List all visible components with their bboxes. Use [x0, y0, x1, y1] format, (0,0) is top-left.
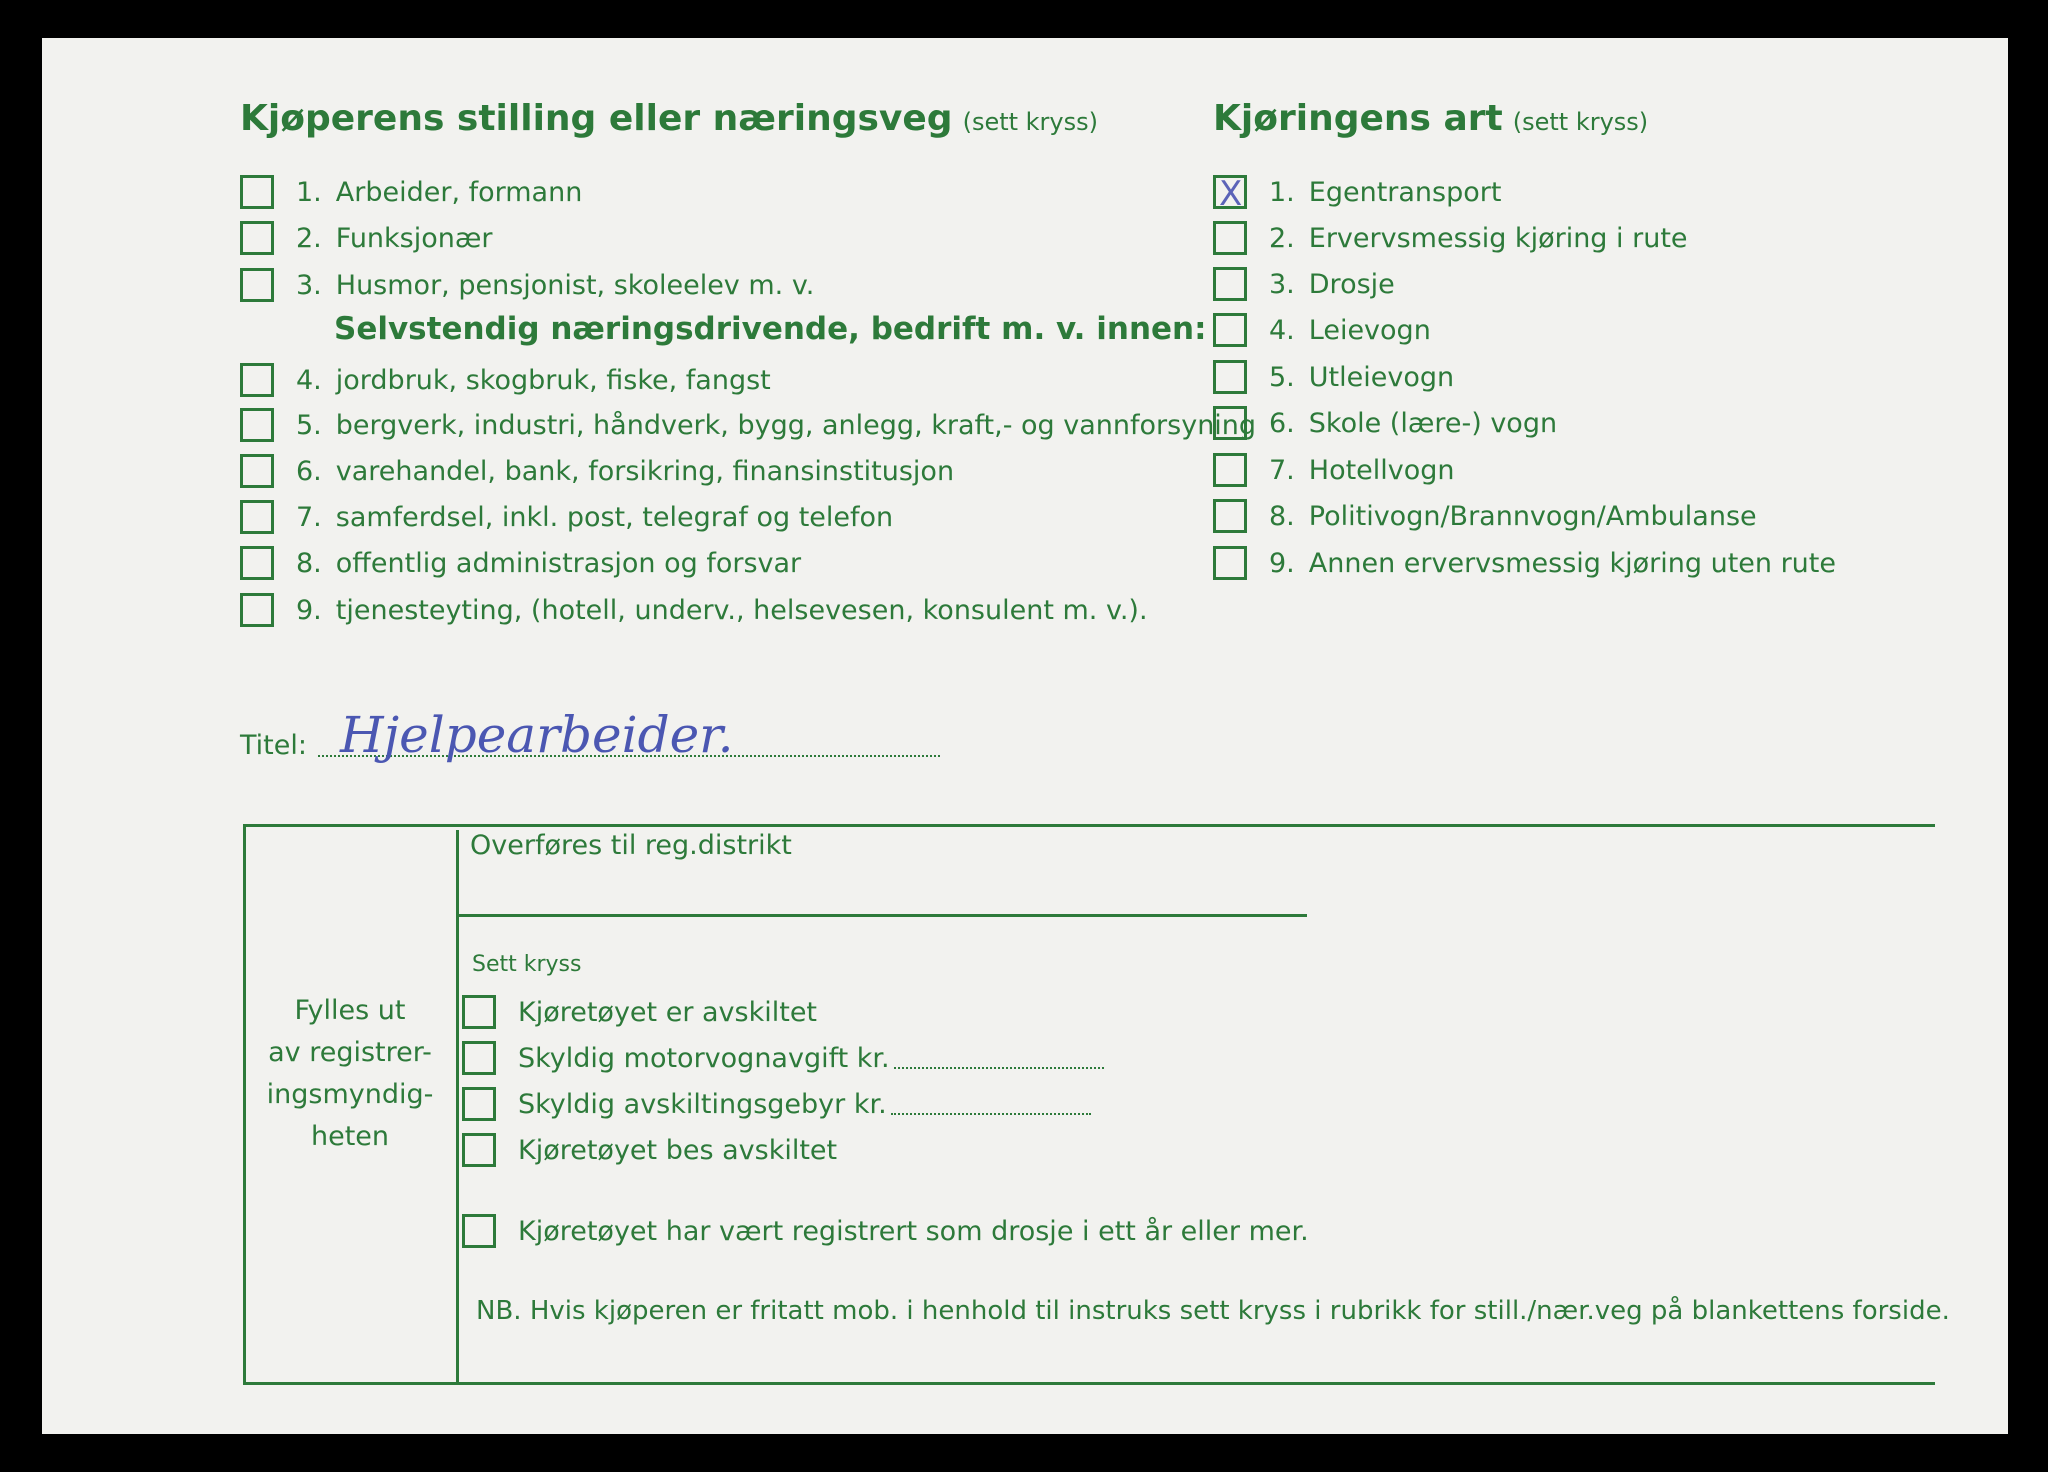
checkbox[interactable] [1213, 313, 1247, 347]
nb-note: NB. Hvis kjøperen er fritatt mob. i henhold til instruks sett kryss i rubrikk for still./nær.veg på blankettens forside. [476, 1296, 1950, 1326]
reg-district-line [459, 914, 1307, 917]
item-label: Husmor, pensjonist, skoleelev m. v. [335, 269, 815, 301]
sett-kryss-label: Sett kryss [472, 952, 582, 977]
item-number: 3. [296, 269, 322, 301]
item-label: Skole (lære-) vogn [1308, 407, 1558, 439]
checkbox[interactable] [1213, 221, 1247, 255]
item-label: Skyldig motorvognavgift kr. [518, 1042, 890, 1074]
item-label: Hotellvogn [1308, 454, 1455, 486]
overfores-label: Overføres til reg.distrikt [470, 830, 792, 861]
checkbox[interactable] [240, 454, 274, 488]
occupation-item-2[interactable] [240, 218, 493, 258]
item-number: 8. [296, 547, 322, 579]
item-number: 4. [1269, 314, 1295, 346]
item-label: varehandel, bank, forsikring, finansinstitusjon [335, 455, 955, 487]
checkbox[interactable] [240, 593, 274, 627]
box-divider-vertical [456, 830, 459, 1382]
box-left-border [243, 824, 246, 1385]
item-label: Politivogn/Brannvogn/Ambulanse [1308, 500, 1757, 532]
checkbox[interactable] [1213, 360, 1247, 394]
item-number: 2. [1269, 222, 1295, 254]
item-label: offentlig administrasjon og forsvar [335, 547, 802, 579]
item-number: 2. [296, 222, 322, 254]
occupation-item-4[interactable] [240, 360, 771, 400]
driving-item-7[interactable] [1213, 450, 1455, 490]
checkbox[interactable] [240, 175, 274, 209]
item-number: 6. [296, 455, 322, 487]
item-label: Utleievogn [1308, 361, 1455, 393]
occupation-item-1[interactable] [240, 172, 582, 212]
checkbox[interactable] [1213, 546, 1247, 580]
checkbox[interactable] [240, 500, 274, 534]
driving-item-2[interactable] [1213, 218, 1688, 258]
item-label: Kjøretøyet har vært registrert som drosje i ett år eller mer. [518, 1215, 1309, 1247]
item-label: Ervervsmessig kjøring i rute [1308, 222, 1688, 254]
driving-item-6[interactable] [1213, 403, 1557, 443]
self-employed-subheading: Selvstendig næringsdrivende, bedrift m. v. innen: [334, 311, 1207, 347]
checkbox[interactable] [240, 408, 274, 442]
checkbox[interactable] [1213, 267, 1247, 301]
buyer-occupation-subtitle: (sett kryss) [962, 108, 1098, 136]
reg-check-drosje[interactable] [462, 1211, 1309, 1251]
item-label: Drosje [1308, 268, 1395, 300]
checkbox[interactable] [462, 995, 496, 1029]
item-label: Kjøretøyet er avskiltet [518, 996, 818, 1028]
amount-dotted-line[interactable] [894, 1047, 1104, 1069]
checkbox[interactable] [462, 1041, 496, 1075]
item-number: 9. [1269, 547, 1295, 579]
amount-dotted-line[interactable] [891, 1093, 1091, 1115]
checkbox[interactable] [462, 1214, 496, 1248]
item-number: 1. [1269, 176, 1295, 208]
reg-check-bes-avskiltet[interactable] [462, 1130, 837, 1170]
checkbox[interactable] [240, 268, 274, 302]
item-label: Funksjonær [335, 222, 493, 254]
driving-item-3[interactable] [1213, 264, 1395, 304]
item-number: 1. [296, 176, 322, 208]
driving-type-subtitle: (sett kryss) [1512, 108, 1649, 136]
driving-item-1[interactable] [1213, 172, 1501, 212]
checkbox[interactable] [1213, 406, 1247, 440]
item-number: 4. [296, 364, 322, 396]
titel-label: Titel: [240, 730, 307, 761]
item-number: 5. [1269, 361, 1295, 393]
checkbox[interactable] [240, 546, 274, 580]
buyer-occupation-heading [240, 98, 1098, 139]
box-bottom-border [243, 1382, 1935, 1385]
item-label: samferdsel, inkl. post, telegraf og telefon [335, 501, 894, 533]
box-top-border [243, 824, 1935, 827]
item-label: Skyldig avskiltingsgebyr kr. [518, 1088, 887, 1120]
driving-type-title: Kjøringens art [1213, 98, 1503, 139]
registration-authority-label: Fylles ut av registrer- ingsmyndig- heten [266, 995, 434, 1152]
checkbox[interactable] [240, 221, 274, 255]
item-label: tjenesteyting, (hotell, underv., helsevesen, konsulent m. v.). [335, 594, 1148, 626]
item-label: bergverk, industri, håndverk, bygg, anlegg, kraft,- og vannforsyning [335, 409, 1257, 441]
item-number: 5. [296, 409, 322, 441]
item-label: Kjøretøyet bes avskiltet [518, 1134, 838, 1166]
occupation-item-9[interactable] [240, 590, 1148, 630]
checkbox[interactable] [1213, 453, 1247, 487]
item-label: jordbruk, skogbruk, fiske, fangst [335, 364, 771, 396]
occupation-item-5[interactable] [240, 405, 1256, 445]
item-number: 7. [296, 501, 322, 533]
driving-item-8[interactable] [1213, 496, 1757, 536]
item-number: 9. [296, 594, 322, 626]
item-number: 8. [1269, 500, 1295, 532]
item-label: Arbeider, formann [335, 176, 583, 208]
titel-handwritten-value[interactable]: Hjelpearbeider. [340, 706, 734, 764]
checkbox[interactable] [462, 1133, 496, 1167]
item-number: 7. [1269, 454, 1295, 486]
driving-type-heading [1213, 98, 1648, 139]
reg-check-avskiltet[interactable] [462, 992, 817, 1032]
checkbox-checked[interactable] [1213, 175, 1247, 209]
buyer-occupation-title: Kjøperens stilling eller næringsveg [240, 98, 953, 139]
occupation-item-3[interactable] [240, 265, 814, 305]
driving-item-4[interactable] [1213, 310, 1431, 350]
reg-check-motorvognavgift[interactable] [462, 1038, 1104, 1078]
item-label: Leievogn [1308, 314, 1431, 346]
driving-item-5[interactable] [1213, 357, 1454, 397]
item-label: Egentransport [1308, 176, 1502, 208]
checkbox[interactable] [462, 1087, 496, 1121]
reg-check-avskiltingsgebyr[interactable] [462, 1084, 1091, 1124]
item-number: 6. [1269, 407, 1295, 439]
occupation-item-8[interactable] [240, 543, 801, 583]
checkbox[interactable] [240, 363, 274, 397]
item-label: Annen ervervsmessig kjøring uten rute [1308, 547, 1836, 579]
checkbox[interactable] [1213, 499, 1247, 533]
occupation-item-7[interactable] [240, 497, 893, 537]
item-number: 3. [1269, 268, 1295, 300]
driving-item-9[interactable] [1213, 543, 1836, 583]
occupation-item-6[interactable] [240, 451, 954, 491]
